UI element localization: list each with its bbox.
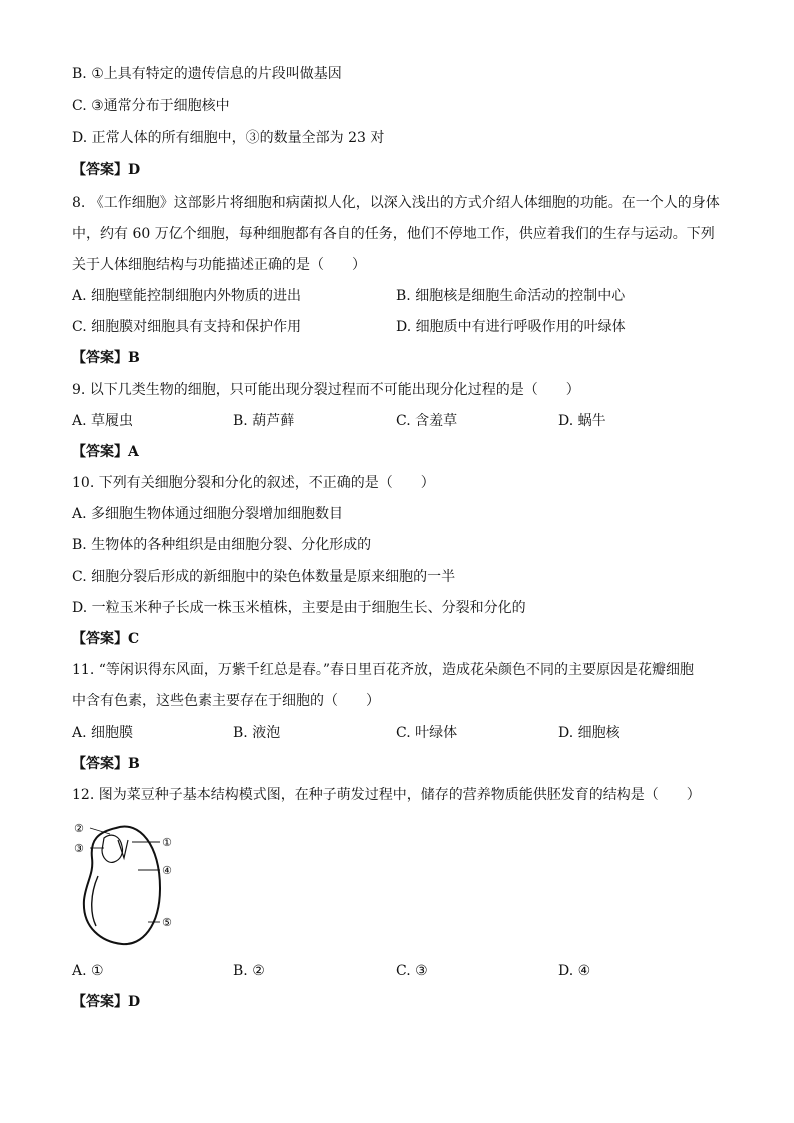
q8-stem-line3: 关于人体细胞结构与功能描述正确的是（ ） [72,257,366,273]
q12-stem: 12. 图为菜豆种子基本结构模式图，在种子萌发过程中，储存的营养物质能供胚发育的结构是（ ） [72,787,701,803]
q8-option-d: D. 细胞质中有进行呼吸作用的叶绿体 [396,319,626,335]
q8-option-b: B. 细胞核是细胞生命活动的控制中心 [396,288,626,304]
q8-option-a: A. 细胞壁能控制细胞内外物质的进出 [72,288,302,304]
q11-answer: 【答案】B [72,756,140,772]
q10-option-a: A. 多细胞生物体通过细胞分裂增加细胞数目 [72,506,344,522]
diagram-label-2: ② [74,822,84,835]
q11-stem-line2: 中含有色素，这些色素主要存在于细胞的（ ） [72,693,380,709]
q9-stem: 9. 以下几类生物的细胞，只可能出现分裂过程而不可能出现分化过程的是（ ） [72,382,580,398]
q9-answer: 【答案】A [72,444,139,460]
q8-option-c: C. 细胞膜对细胞具有支持和保护作用 [72,319,302,335]
q7-option-b: B. ①上具有特定的遗传信息的片段叫做基因 [72,66,342,82]
q9-option-c: C. 含羞草 [396,413,458,429]
q8-stem-line2: 中，约有 60 万亿个细胞，每种细胞都有各自的任务，他们不停地工作，供应着我们的生存与运动。下列 [72,226,715,242]
q10-option-c: C. 细胞分裂后形成的新细胞中的染色体数量是原来细胞的一半 [72,569,456,585]
q11-option-c: C. 叶绿体 [396,725,458,741]
diagram-label-3: ③ [74,842,84,855]
diagram-label-5: ⑤ [162,916,172,929]
bean-seed-diagram [68,818,188,953]
q11-stem-line1: 11. “等闲识得东风面，万紫千红总是春。”春日里百花齐放，造成花朵颜色不同的主要原因是花瓣细胞 [72,662,695,678]
q12-answer: 【答案】D [72,994,141,1010]
q7-answer: 【答案】D [72,162,141,178]
q9-option-b: B. 葫芦藓 [233,413,295,429]
q11-option-a: A. 细胞膜 [72,725,134,741]
q9-option-d: D. 蜗牛 [558,413,606,429]
q12-option-d: D. ④ [558,963,591,979]
q8-answer: 【答案】B [72,350,140,366]
diagram-label-1: ① [162,836,172,849]
q12-option-b: B. ② [233,963,265,979]
q10-option-d: D. 一粒玉米种子长成一株玉米植株，主要是由于细胞生长、分裂和分化的 [72,600,526,616]
q8-stem-line1: 8. 《工作细胞》这部影片将细胞和病菌拟人化，以深入浅出的方式介绍人体细胞的功能。在一个人的身体 [72,195,720,211]
q11-option-b: B. 液泡 [233,725,281,741]
embryo-part [102,835,123,862]
q12-option-c: C. ③ [396,963,428,979]
q11-option-d: D. 细胞核 [558,725,620,741]
diagram-label-4: ④ [162,864,172,877]
q9-option-a: A. 草履虫 [72,413,134,429]
q10-answer: 【答案】C [72,631,140,647]
q10-option-b: B. 生物体的各种组织是由细胞分裂、分化形成的 [72,537,372,553]
q12-option-a: A. ① [72,963,104,979]
q10-stem: 10. 下列有关细胞分裂和分化的叙述，不正确的是（ ） [72,475,435,491]
q7-option-d: D. 正常人体的所有细胞中，③的数量全部为 23 对 [72,130,385,146]
q7-option-c: C. ③通常分布于细胞核中 [72,98,230,114]
cotyledon-edge [92,876,98,926]
